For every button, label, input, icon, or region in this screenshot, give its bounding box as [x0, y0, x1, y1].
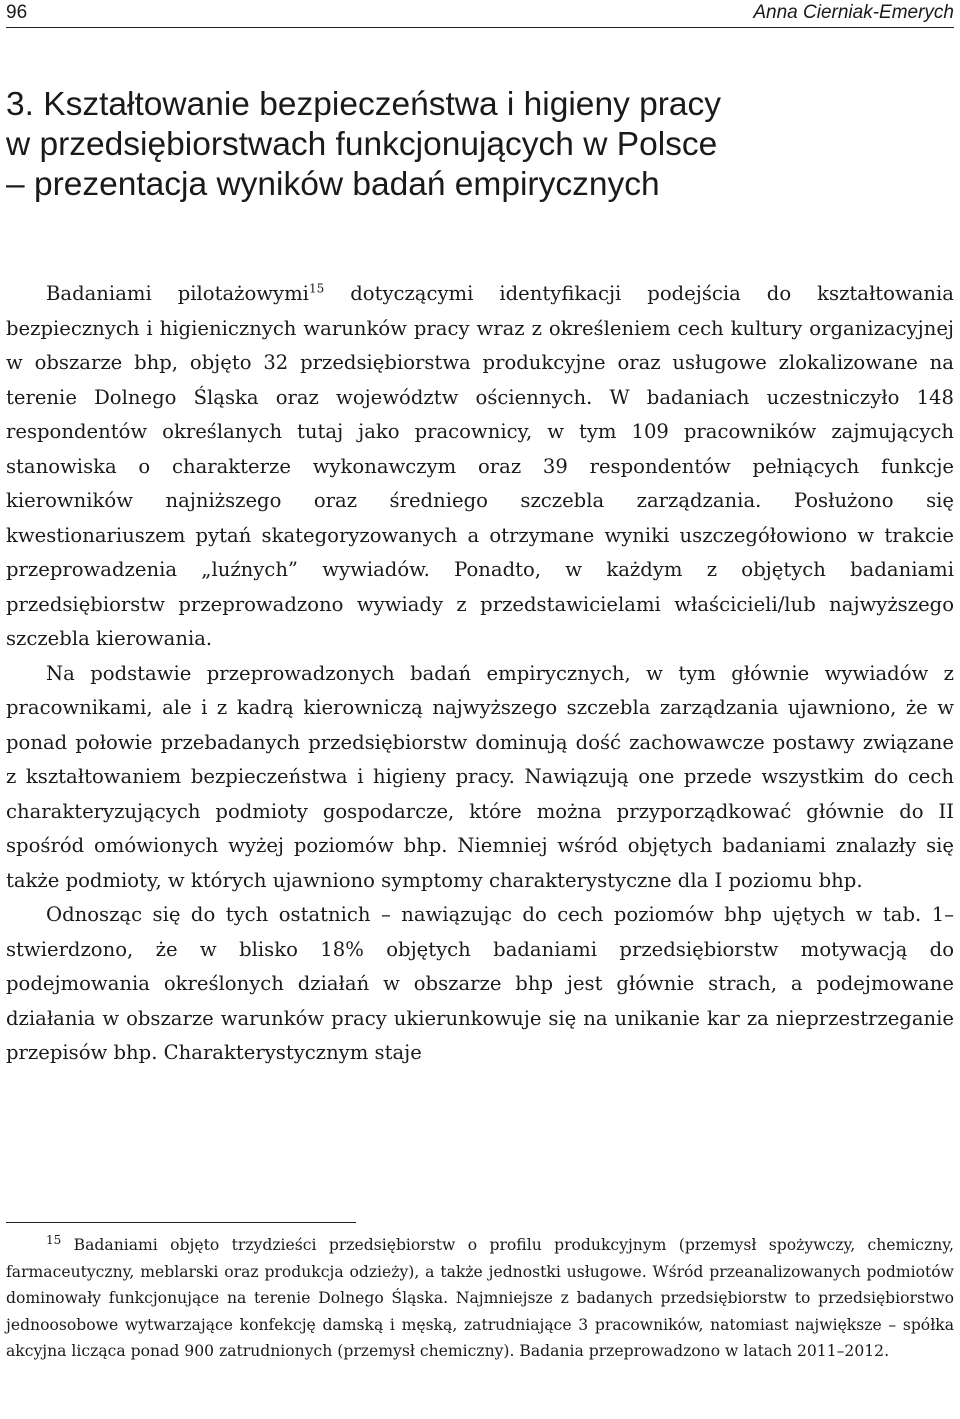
footnote-reference: 15	[308, 281, 325, 296]
chapter-heading	[6, 85, 954, 205]
footnote	[6, 1232, 954, 1365]
paragraph: Odnosząc się do tych ostatnich – nawiązując do cech poziomów bhp ujętych w tab. 1– stwierdzono, że w blisko 18% objętych badaniami przedsiębiorstw motywacją do podejmowania określonych działań w obszarze bhp jest głównie strach, a podejmowane działania w obszarze warunków pracy ukierunkowuje się na unikanie kar za nieprzestrzeganie przepisów bhp. Charakterystycznym staje	[6, 903, 954, 1064]
page-number: 96	[6, 2, 28, 23]
paragraph: Na podstawie przeprowadzonych badań empirycznych, w tym głównie wywiadów z pracownikami, ale i z kadrą kierowniczą najwyższego szczebla zarządzania ujawniono, że w ponad połowie przebadanych przedsiębiorstw dominują dość zachowawcze postawy związane z kształtowaniem bezpieczeństwa i higieny pracy. Nawiązują one przede wszystkim do cech charakteryzujących podmioty gospodarcze, które można przyporządkować głównie do II spośród omówionych wyżej poziomów bhp. Niemniej wśród objętych badaniami znalazły się także podmioty, w których ujawniono symptomy charakterystyczne dla I poziomu bhp.	[6, 661, 954, 892]
chapter-heading-line: – prezentacja wyników badań empirycznych	[6, 166, 660, 203]
body-text	[6, 277, 954, 1071]
chapter-heading-line: w przedsiębiorstwach funkcjonujących w Polsce	[6, 126, 718, 163]
footnote-text: Badaniami objęto trzydzieści przedsiębiorstw o profilu produkcyjnym (przemysł spożywczy, chemiczny, farmaceutyczny, meblarski oraz produkcja odzieży), a także jednostki usługowe. Wśród przeanalizowanych podmiotów dominowały funkcjonujące na terenie Dolnego Śląska. Najmniejsze z badanych przedsiębiorstw to przedsiębiorstwo jednoosobowe wytwarzające konfekcję damską i męską, zatrudniające 3 pracowników, natomiast największe – spółka akcyjna licząca ponad 900 zatrudnionych (przemysł chemiczny). Badania przeprowadzono w latach 2011–2012.	[6, 1236, 954, 1360]
running-head	[6, 0, 954, 26]
paragraph	[6, 277, 954, 657]
footnote-rule	[6, 1222, 356, 1223]
footnote-number: 15	[46, 1232, 62, 1247]
paragraph-text: dotyczącymi identyfikacji podejścia do kształtowania bezpiecznych i higienicznych warunków pracy wraz z określeniem cech kultury organizacyjnej w obszarze bhp, objęto 32 przedsiębiorstwa produkcyjne oraz usługowe zlokalizowane na terenie Dolnego Śląska oraz województw ościennych. W badaniach uczestniczyło 148 respondentów określanych tutaj jako pracownicy, w tym 109 pracowników zajmujących stanowiska o charakterze wykonawczym oraz 39 respondentów pełniących funkcje kierowników najniższego oraz średniego szczebla zarządzania. Posłużono się kwestionariuszem pytań skategoryzowanych a otrzymane wyniki uszczegółowiono w trakcie przeprowadzenia „luźnych” wywiadów. Ponadto, w każdym z objętych badaniami przedsiębiorstw przeprowadzono wywiady z przedstawicielami właścicieli/lub najwyższego szczebla kierowania.	[6, 282, 954, 650]
running-head-author: Anna Cierniak-Emerych	[753, 2, 954, 23]
chapter-heading-line: 3. Kształtowanie bezpieczeństwa i higieny pracy	[6, 86, 722, 123]
header-rule	[6, 27, 954, 28]
paragraph-text: Badaniami pilotażowymi	[46, 282, 309, 305]
